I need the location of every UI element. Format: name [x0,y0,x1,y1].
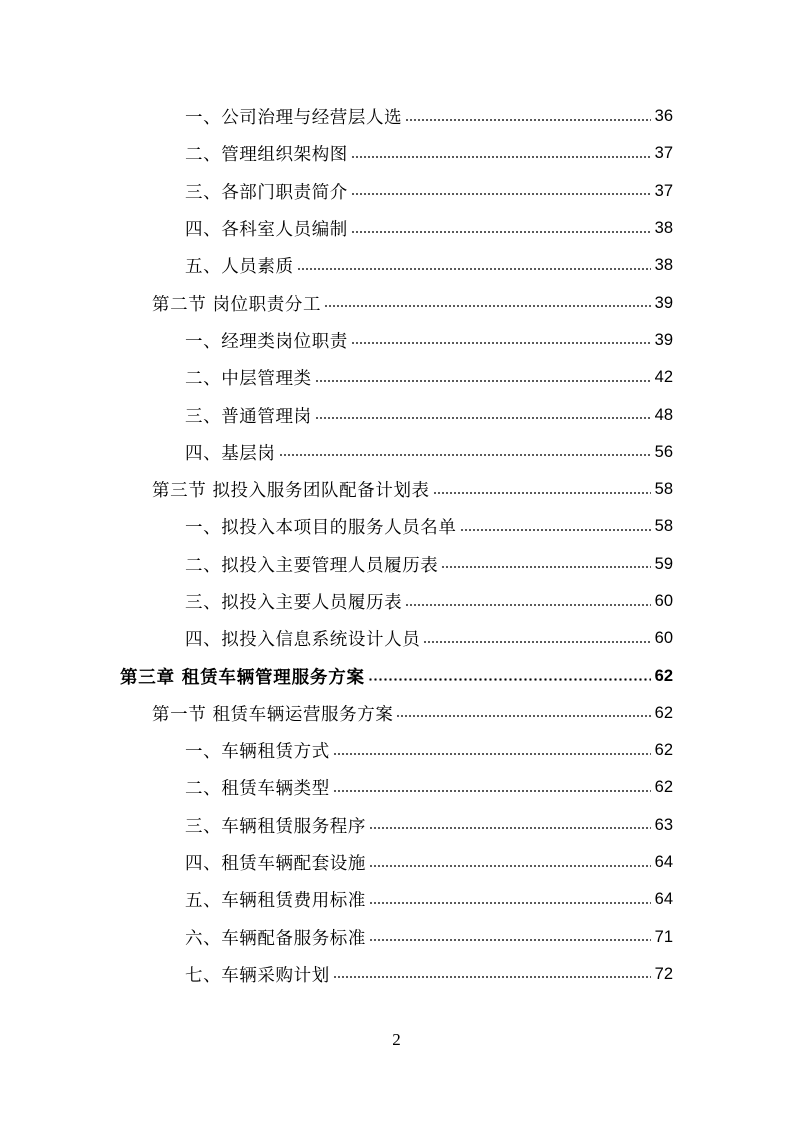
toc-dot-leader [324,305,651,307]
toc-chapter-entry[interactable] [0,657,793,694]
toc-dot-leader [369,939,651,941]
toc-dot-leader [351,193,651,195]
toc-dot-leader [279,454,651,456]
toc-entry-page-number: 64 [654,853,673,872]
toc-dot-leader [333,753,651,755]
toc-dot-leader [351,231,651,233]
toc-entry-page-number: 71 [654,927,673,946]
toc-item-entry[interactable] [0,210,793,247]
toc-item-entry[interactable] [0,508,793,545]
toc-item-entry[interactable] [0,135,793,172]
toc-entry-title: 第三节 拟投入服务团队配备计划表 [152,481,430,502]
toc-entry-title: 四、拟投入信息系统设计人员 [185,630,421,651]
toc-entry-page-number: 37 [654,144,673,163]
toc-entry-title: 二、拟投入主要管理人员履历表 [185,555,439,576]
toc-entry-page-number: 59 [654,554,673,573]
toc-dot-leader [405,119,650,121]
toc-dot-leader [315,417,651,419]
page-number: 2 [392,1030,401,1049]
toc-entry-title: 一、经理类岗位职责 [185,331,348,352]
toc-dot-leader [396,715,650,717]
toc-entry-page-number: 62 [654,703,673,722]
toc-entry-title: 第一节 租赁车辆运营服务方案 [152,704,394,725]
toc-item-entry[interactable] [0,173,793,210]
toc-dot-leader [351,342,651,344]
toc-item-entry[interactable] [0,919,793,956]
toc-dot-leader [369,902,651,904]
toc-entry-title: 五、人员素质 [185,257,294,278]
toc-entry-page-number: 62 [654,741,673,760]
toc-entry-title: 三、车辆租赁服务程序 [185,816,366,837]
toc-entry-title: 第三章 租赁车辆管理服务方案 [120,667,365,688]
toc-entry-title: 一、拟投入本项目的服务人员名单 [185,518,457,539]
toc-entry-page-number: 39 [654,293,673,312]
toc-entry-page-number: 56 [654,442,673,461]
toc-entry-title: 二、管理组织架构图 [185,145,348,166]
toc-dot-leader [423,641,650,643]
toc-entry-page-number: 63 [654,815,673,834]
toc-item-entry[interactable] [0,247,793,284]
toc-item-entry[interactable] [0,844,793,881]
toc-entry-title: 二、租赁车辆类型 [185,779,330,800]
toc-entry-title: 三、各部门职责简介 [185,182,348,203]
toc-entry-page-number: 36 [654,107,673,126]
toc-dot-leader [441,566,650,568]
toc-entry-title: 一、公司治理与经营层人选 [185,108,403,129]
toc-entry-title: 一、车辆租赁方式 [185,742,330,763]
toc-item-entry[interactable] [0,434,793,471]
toc-entry-title: 四、基层岗 [185,443,276,464]
toc-item-entry[interactable] [0,359,793,396]
toc-section-entry[interactable] [0,471,793,508]
toc-entry-title: 七、车辆采购计划 [185,965,330,986]
toc-entry-title: 五、车辆租赁费用标准 [185,891,366,912]
toc-dot-leader [333,790,651,792]
toc-entry-page-number: 60 [654,592,673,610]
toc-dot-leader [369,865,651,867]
toc-entry-page-number: 37 [654,181,673,200]
toc-item-entry[interactable] [0,583,793,620]
toc-entry-title: 三、拟投入主要人员履历表 [185,593,403,613]
toc-entry-page-number: 64 [654,890,673,909]
toc-dot-leader [315,380,651,382]
toc-section-entry[interactable] [0,695,793,732]
toc-dot-leader [460,529,651,531]
toc-dot-leader [368,678,651,681]
toc-item-entry[interactable] [0,546,793,583]
toc-entry-title: 四、各科室人员编制 [185,220,348,241]
toc-item-entry[interactable] [0,807,793,844]
toc-entry-page-number: 38 [654,256,673,275]
toc-item-entry[interactable] [0,396,793,433]
toc-item-entry[interactable] [0,620,793,657]
toc-dot-leader [333,976,651,978]
toc-entry-page-number: 39 [654,330,673,349]
toc-item-entry[interactable] [0,956,793,993]
toc-dot-leader [369,827,651,829]
toc-entry-page-number: 58 [654,480,673,499]
toc-dot-leader [405,604,650,606]
toc-entry-page-number: 48 [654,405,673,424]
toc-entry-title: 二、中层管理类 [185,369,312,390]
toc-entry-title: 六、车辆配备服务标准 [185,928,366,949]
toc-item-entry[interactable] [0,732,793,769]
toc-item-entry[interactable] [0,98,793,135]
toc-entry-page-number: 38 [654,219,673,238]
toc-entry-page-number: 72 [654,964,673,983]
table-of-contents [0,98,793,993]
toc-entry-page-number: 58 [654,517,673,536]
toc-dot-leader [297,268,651,270]
toc-section-entry[interactable] [0,284,793,321]
toc-entry-title: 第二节 岗位职责分工 [152,294,322,315]
toc-item-entry[interactable] [0,322,793,359]
toc-entry-title: 三、普通管理岗 [185,406,312,427]
toc-entry-title: 四、租赁车辆配套设施 [185,854,366,875]
toc-entry-page-number: 60 [654,629,673,648]
toc-item-entry[interactable] [0,769,793,806]
toc-entry-page-number: 42 [654,368,673,387]
toc-entry-page-number: 62 [654,778,673,797]
toc-item-entry[interactable] [0,881,793,918]
toc-dot-leader [433,492,651,494]
toc-dot-leader [351,156,651,158]
toc-entry-page-number: 62 [654,666,673,685]
